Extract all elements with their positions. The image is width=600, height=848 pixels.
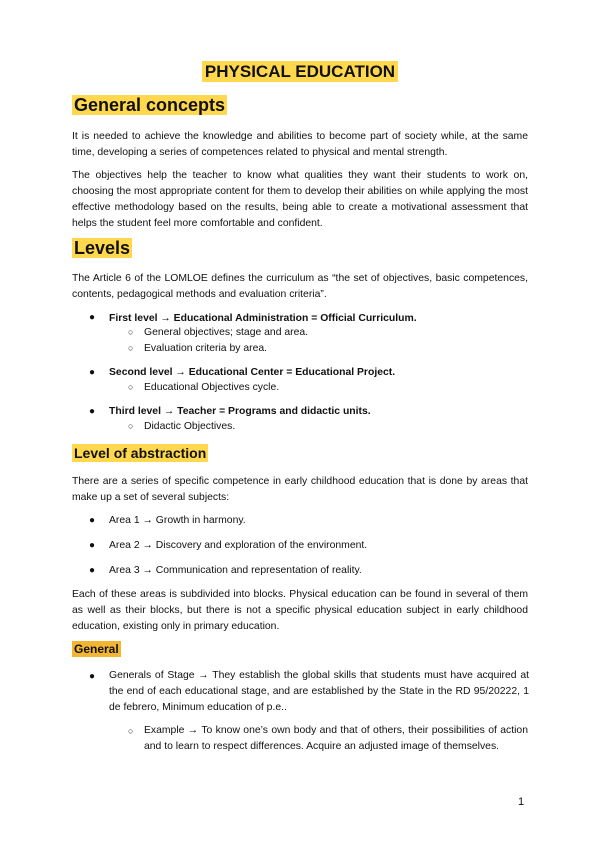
bullet-icon: ●: [89, 515, 96, 526]
paragraph: The objectives help the teacher to know what qualities they want their students to work on, choosing the most appropriate content for them to develop their abilities on while applying the most effective methodology based on the results, being able to create a motivational assessment that helps the student feel more comfortable and confident.: [72, 170, 528, 229]
list-item: Area 1 → Growth in harmony.: [109, 515, 246, 526]
list-item: Area 3 → Communication and representation of reality.: [109, 565, 362, 576]
circle-bullet-icon: ○: [128, 421, 134, 431]
sub-list-item: Didactic Objectives.: [144, 421, 236, 432]
bullet-icon: ●: [89, 540, 96, 551]
paragraph: The Article 6 of the LOMLOE defines the curriculum as “the set of objectives, basic competences, contents, pedagogical methods and evaluation criteria”.: [72, 273, 528, 300]
paragraph: Each of these areas is subdivided into blocks. Physical education can be found in several of them as well as their blocks, but there is not a specific physical education subject in early childhood education, existing only in primary education.: [72, 589, 528, 632]
page-number: 1: [518, 796, 525, 808]
circle-bullet-icon: ○: [128, 382, 134, 392]
bullet-icon: ●: [89, 406, 96, 417]
sub-list-item: Evaluation criteria by area.: [144, 343, 268, 354]
heading-level-of-abstraction: Level of abstraction: [74, 445, 207, 461]
list-item: Area 2 → Discovery and exploration of the environment.: [109, 540, 368, 551]
bullet-icon: ●: [89, 312, 96, 323]
heading-general: General: [74, 642, 119, 656]
document-title: PHYSICAL EDUCATION: [0, 62, 600, 82]
list-item: First level → Educational Administration = Official Curriculum.: [109, 313, 417, 324]
sub-list-item: General objectives; stage and area.: [144, 327, 309, 338]
bullet-icon: ●: [89, 565, 96, 576]
circle-bullet-icon: ○: [128, 343, 134, 353]
paragraph: It is needed to achieve the knowledge and abilities to become part of society while, at the same time, developing a series of competences related to physical and mental strength.: [72, 131, 528, 158]
list-item: Generals of Stage → They establish the global skills that students must have acquired at the end of each educational stage, and are established by the State in the RD 95/20222, 1 de febrero, Minimum education of p.e..: [109, 670, 529, 713]
paragraph: There are a series of specific competence in early childhood education that is done by areas that make up a set of several subjects:: [72, 476, 528, 503]
bullet-icon: ●: [89, 367, 96, 378]
sub-list-item: Example → To know one’s own body and that of others, their possibilities of action and to learn to respect differences. Acquire an adjusted image of themselves.: [144, 725, 528, 752]
circle-bullet-icon: ○: [128, 726, 134, 736]
bullet-icon: ●: [89, 671, 96, 682]
circle-bullet-icon: ○: [128, 327, 134, 337]
list-item: Third level → Teacher = Programs and didactic units.: [109, 406, 371, 417]
sub-list-item: Educational Objectives cycle.: [144, 382, 280, 393]
heading-general-concepts: General concepts: [74, 95, 226, 115]
list-item: Second level → Educational Center = Educational Project.: [109, 367, 396, 378]
heading-levels: Levels: [74, 238, 131, 258]
